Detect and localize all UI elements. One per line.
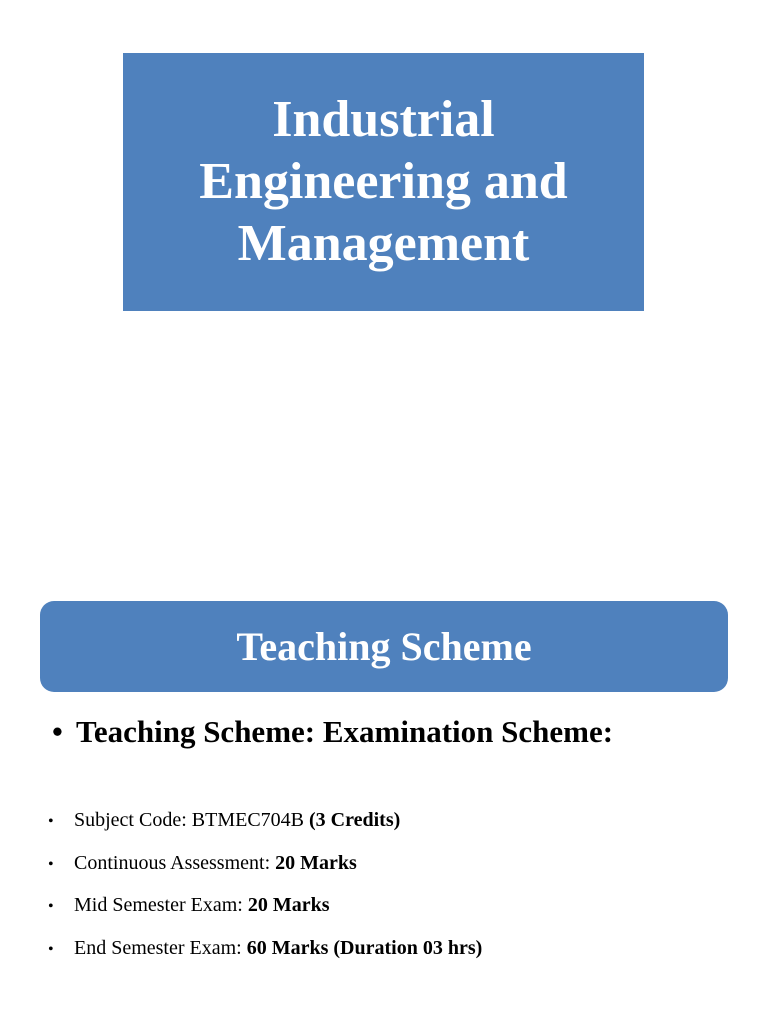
bullet-icon: • <box>48 940 54 958</box>
title-line-1: Industrial <box>272 91 495 148</box>
detail-value: 20 Marks <box>247 894 330 916</box>
title-line-3: Management <box>237 215 530 272</box>
detail-label: Continuous Assessment: <box>74 851 276 874</box>
list-item-continuous-assessment <box>48 849 482 892</box>
list-item-mid-semester <box>48 891 482 934</box>
bullet-icon: • <box>48 813 54 830</box>
detail-value: 60 Marks (Duration 03 hrs) <box>246 936 483 959</box>
title-banner <box>123 53 644 311</box>
main-bullet-text: Teaching Scheme: Examination Scheme: <box>76 714 614 749</box>
bullet-icon: • <box>48 855 54 873</box>
bullet-icon: • <box>48 898 54 915</box>
list-item-subject-code <box>48 806 482 849</box>
detail-value: 20 Marks <box>275 851 357 874</box>
section-header-title: Teaching Scheme <box>236 624 532 669</box>
detail-label: End Semester Exam: <box>74 936 247 959</box>
title-line-2: Engineering and <box>199 153 568 210</box>
list-item-end-semester <box>48 934 482 977</box>
scheme-details-list <box>48 806 482 976</box>
main-bullet <box>52 714 613 750</box>
detail-value: (3 Credits) <box>309 809 401 831</box>
bullet-icon: • <box>52 714 63 749</box>
section-header-banner <box>40 601 728 692</box>
detail-label: Mid Semester Exam: <box>74 894 248 916</box>
detail-label: Subject Code: BTMEC704B <box>74 809 309 831</box>
page-title <box>199 89 567 275</box>
